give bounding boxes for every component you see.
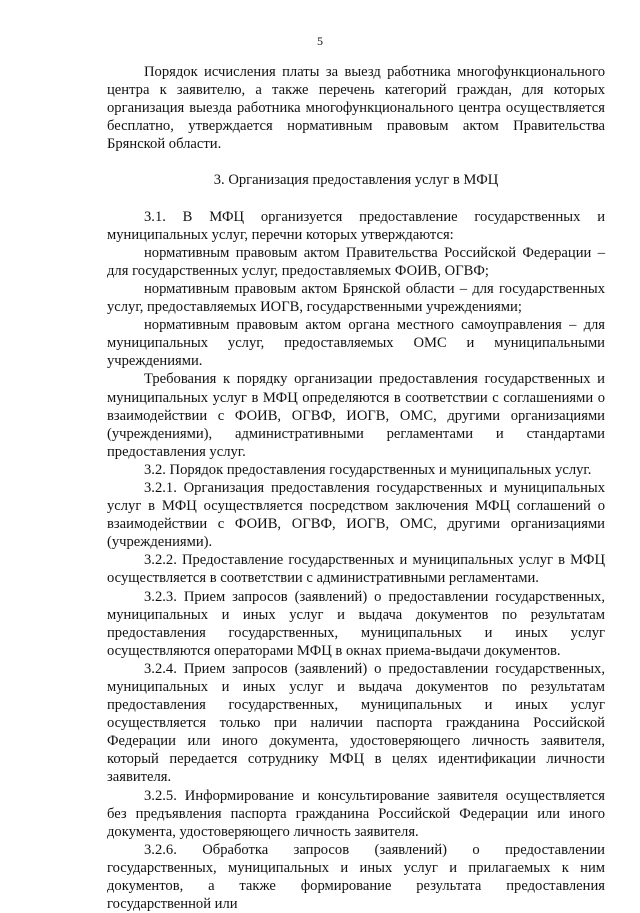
document-body xyxy=(107,63,605,913)
paragraph-requirements: Требования к порядку организации предоставления государственных и муниципальных услуг в МФЦ определяются в соответствии с соглашениями о взаимодействии с ФОИВ, ОГВФ, ИОГВ, ОМС, другими организациями (учреждениями), административными регламентами и стандартами предоставления услуг. xyxy=(107,371,605,460)
paragraph-3-2-1: 3.2.1. Организация предоставления государственных и муниципальных услуг в МФЦ осуществляется посредством заключения МФЦ соглашений о взаимодействии с ФОИВ, ОГВФ, ИОГВ, ОМС, другими организациями (учреждениями). xyxy=(107,479,605,551)
paragraph-fee-procedure: Порядок исчисления платы за выезд работника многофункционального центра к заявителю, а также перечень категорий граждан, для которых организация выезда работника многофункционального центра осуществляется бесплатно, утверждается нормативным правовым актом Правительства Брянской области. xyxy=(107,64,605,153)
paragraph-3-2-2: 3.2.2. Предоставление государственных и муниципальных услуг в МФЦ осуществляется в соответствии с административными регламентами. xyxy=(107,552,605,587)
paragraph-federal-act: нормативным правовым актом Правительства Российской Федерации – для государственных услуг, предоставляемых ФОИВ, ОГВФ; xyxy=(107,244,605,279)
paragraph-municipal-act: нормативным правовым актом органа местного самоуправления – для муниципальных услуг, предоставляемых ОМС и муниципальными учреждениями. xyxy=(107,317,605,370)
paragraph-3-2: 3.2. Порядок предоставления государственных и муниципальных услуг. xyxy=(144,461,592,478)
paragraph-3-2-3: 3.2.3. Прием запросов (заявлений) о предоставлении государственных, муниципальных и иных услуг и выдача документов по результатам предоставления государственных, муниципальных и иных услуг осуществляются операторами МФЦ в окнах приема-выдачи документов. xyxy=(107,588,605,659)
paragraph-3-2-4: 3.2.4. Прием запросов (заявлений) о предоставлении государственных, муниципальных и иных услуг и выдача документов по результатам предоставления государственных, муниципальных и иных услуг осуществляется только при наличии паспорта гражданина Российской Федерации или иного документа, удостоверяющего личность заявителя, который передается сотруднику МФЦ в целях идентификации личности заявителя. xyxy=(107,660,605,786)
page-number: 5 xyxy=(317,34,323,48)
paragraph-3-2-6: 3.2.6. Обработка запросов (заявлений) о предоставлении государственных, муниципальных и иных услуг и прилагаемых к ним документов, а также формирование результата предоставления государственной или xyxy=(107,841,605,913)
paragraph-regional-act: нормативным правовым актом Брянской области – для государственных услуг, предоставляемых ИОГВ, государственными учреждениями; xyxy=(107,280,605,316)
paragraph-3-1: 3.1. В МФЦ организуется предоставление государственных и муниципальных услуг, перечни которых утверждаются: xyxy=(107,208,605,243)
paragraph-3-2-5: 3.2.5. Информирование и консультирование заявителя осуществляется без предъявления паспорта гражданина Российской Федерации или иного документа, удостоверяющего личность заявителя. xyxy=(107,787,605,840)
section-heading: 3. Организация предоставления услуг в МФЦ xyxy=(213,172,499,189)
